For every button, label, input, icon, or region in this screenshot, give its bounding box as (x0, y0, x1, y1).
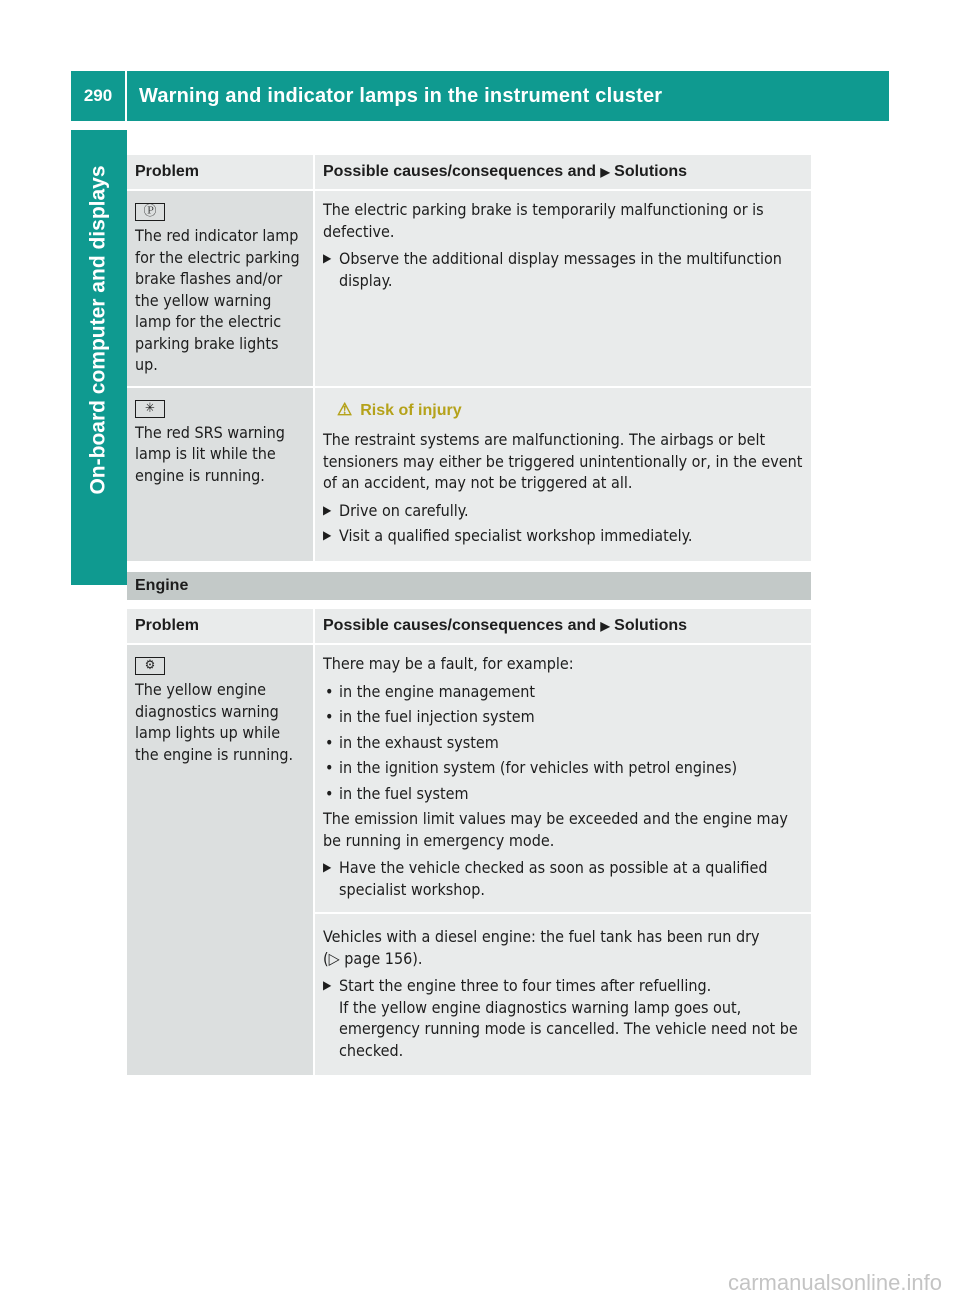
warning-text: Risk of injury (360, 401, 462, 419)
solution-cell (314, 387, 811, 562)
cause-text: The restraint systems are malfunctioning. The airbags or belt tensioners may either be triggered unintentionally or, in the event of an accident, may not be triggered at all. (323, 430, 803, 492)
list-item-text: in the fuel system (339, 783, 469, 803)
step-arrow-icon: ▶ (323, 251, 332, 265)
list-item (323, 757, 803, 779)
instruction-step (323, 525, 803, 547)
side-tab-label: On-board computer and displays (87, 165, 110, 495)
table-row (127, 387, 811, 562)
bullet-icon: • (325, 681, 334, 701)
step-arrow-icon: ▶ (323, 528, 332, 542)
side-tab-label-wrap (71, 130, 127, 530)
col-header-problem: Problem (127, 155, 314, 190)
warning-heading (323, 400, 803, 422)
bullet-icon: • (325, 707, 334, 726)
page-reference-link[interactable]: (▷ page 156). (323, 948, 423, 968)
bullet-icon: • (325, 732, 334, 752)
problem-text: The yellow engine diagnostics warning lamp lights up while the engine is running. (135, 680, 294, 764)
section-bar (127, 572, 811, 600)
list-item-text: in the exhaust system (339, 732, 499, 752)
play-arrow-icon: ▶ (600, 164, 610, 179)
instruction-step (323, 857, 803, 900)
table-row (127, 190, 811, 387)
col-header-solutions (314, 609, 811, 644)
parking-brake-icon: Ⓟ (135, 203, 165, 221)
table-row (127, 644, 811, 1076)
srs-airbag-icon: ✳ (135, 400, 165, 418)
list-item-text: in the fuel injection system (339, 707, 535, 726)
list-item (323, 706, 803, 728)
step-arrow-icon: ▶ (323, 502, 332, 517)
step-text: Visit a qualified specialist workshop immediately. (339, 526, 693, 545)
step-arrow-icon: ▶ (323, 860, 332, 874)
consequence-text: The emission limit values may be exceeded and the engine may be running in emergency mode. (323, 809, 788, 850)
problem-cell (127, 644, 314, 1076)
col-header-solutions-post: Solutions (614, 616, 688, 634)
step-text: Observe the additional display messages in the multifunction display. (339, 249, 782, 290)
intro-text: There may be a fault, for example: (323, 654, 574, 673)
step-text: Have the vehicle checked as soon as possible at a qualified specialist workshop. (339, 858, 768, 899)
list-item (323, 783, 803, 805)
list-item (323, 681, 803, 703)
problem-text: The red SRS warning lamp is lit while the engine is running. (135, 422, 285, 485)
list-item-text: in the engine management (339, 681, 536, 701)
warning-triangle-icon: ⚠ (337, 400, 353, 420)
cause-text: The electric parking brake is temporarily malfunctioning or is defective. (323, 200, 764, 241)
problem-cell (127, 190, 314, 387)
diesel-note (323, 926, 803, 969)
col-header-problem: Problem (127, 609, 314, 644)
page-number: 290 (71, 71, 127, 121)
bullet-icon: • (325, 758, 334, 777)
step-arrow-icon: ▶ (323, 978, 332, 992)
warning-table-brakes-srs (127, 155, 811, 563)
instruction-step (323, 500, 803, 522)
warning-table-engine (127, 609, 811, 1077)
problem-text: The red indicator lamp for the electric parking brake flashes and/or the yellow warning lamp for the electric parking brake lights up. (135, 226, 300, 374)
diesel-text: Vehicles with a diesel engine: the fuel tank has been run dry (323, 927, 760, 946)
problem-cell (127, 387, 314, 562)
bullet-icon: • (325, 783, 334, 803)
col-header-solutions-pre: Possible causes/consequences and (323, 162, 597, 180)
engine-diagnostics-icon: ⚙ (135, 657, 165, 675)
col-header-solutions-pre: Possible causes/consequences and (323, 616, 597, 634)
watermark: carmanualsonline.info (727, 1270, 942, 1295)
play-arrow-icon: ▶ (600, 618, 610, 633)
table-header-row (127, 155, 811, 190)
list-item-text: in the ignition system (for vehicles with petrol engines) (339, 758, 738, 777)
instruction-step (323, 248, 803, 291)
col-header-solutions (314, 155, 811, 190)
step-text: Start the engine three to four times after refuelling. (339, 976, 712, 995)
step-detail: If the yellow engine diagnostics warning lamp goes out, emergency running mode is cancelled. The vehicle need not be checked. (339, 997, 798, 1060)
col-header-solutions-post: Solutions (614, 162, 688, 180)
solution-cell (314, 644, 811, 1076)
instruction-step (323, 975, 803, 1061)
solution-cell (314, 190, 811, 387)
table-header-row (127, 609, 811, 644)
step-text: Drive on carefully. (339, 500, 469, 520)
page-title: Warning and indicator lamps in the instrument cluster (139, 84, 663, 107)
list-item (323, 732, 803, 754)
step-content (339, 975, 803, 1061)
section-title: Engine (135, 577, 189, 594)
divider (315, 912, 811, 914)
